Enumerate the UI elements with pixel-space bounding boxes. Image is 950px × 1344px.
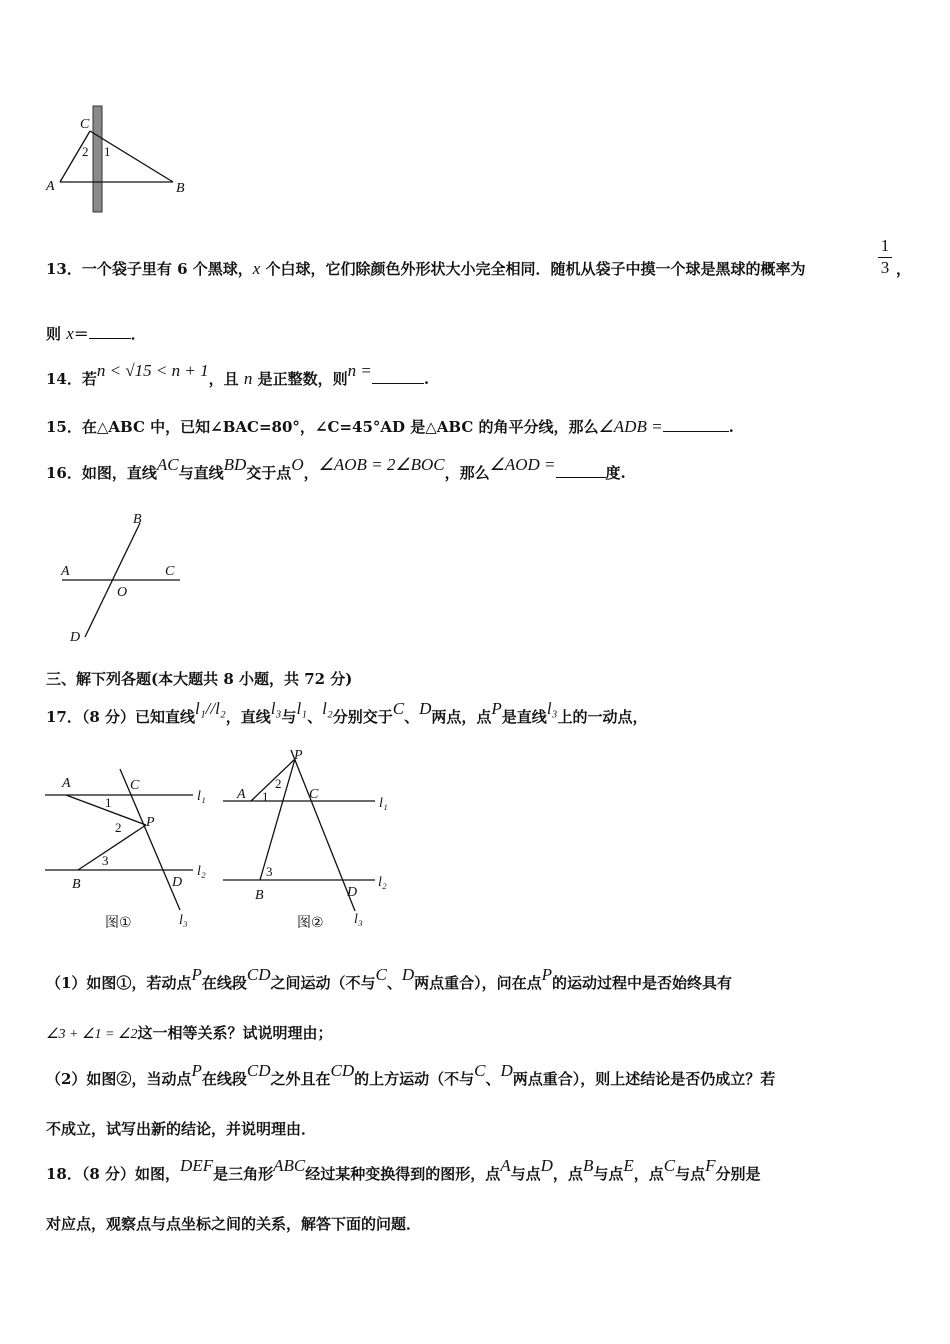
q17-lead: 17．（8 分）已知直线 [46,708,196,726]
figure-q12 [40,100,200,220]
label-p: P [146,815,155,830]
q17-1-b: 在线段 [201,974,247,992]
q17-2-cc: C [474,1061,486,1080]
q15-answer-blank[interactable] [663,417,729,432]
q13-line2-var: x [66,324,74,343]
q16-t4: ，那么 [444,464,490,482]
q17-2-a: （2）如图②，当动点 [46,1070,192,1088]
q17-c: C [392,699,405,718]
label-angle-1: 1 [104,144,111,159]
q17-2-c: 之外且在 [270,1070,331,1088]
q17-1-line2-text: 这一相等关系？试说明理由； [137,1024,333,1042]
q18-point-c: C [663,1156,676,1175]
caption-fig-1: 图① [105,915,132,931]
q18-point-a: A [500,1156,511,1175]
label-l1: l₁ [197,789,206,804]
label-a: A [62,776,71,791]
q17-t2: 与 [281,708,297,726]
q17-1-c: 之间运动（不与 [270,974,376,992]
q17-1-cc: C [375,965,387,984]
q17-t5: 、 [404,708,420,726]
question-17-part-2 [46,1061,776,1089]
label-d: D [347,885,358,900]
label-b: B [72,877,81,892]
q17-2-b: 在线段 [201,1070,247,1088]
q18-def: DEF [180,1156,214,1175]
label-b: B [176,181,185,196]
q15-text: 15．在△ABC 中，已知∠BAC=80°，∠C=45°AD 是△ABC 的角平分线，那么 [46,418,599,436]
label-a: A [237,787,246,802]
q13-answer-blank[interactable] [89,324,131,339]
label-b: B [255,888,264,903]
q17-2-dd: D [500,1061,513,1080]
q17-2-p: P [191,1061,202,1080]
q17-1-f: 的运动过程中是否始终具有 [552,974,733,992]
q17-1-a: （1）如图①，若动点 [46,974,192,992]
question-13-line2 [46,323,146,344]
q18-f: 与点 [593,1165,624,1183]
label-a: A [46,179,55,194]
q13-then: 则 [46,325,67,343]
label-o: O [117,585,128,600]
q17-t3: 、 [307,708,323,726]
label-l2: l₂ [378,875,387,890]
q16-bd: BD [223,455,247,474]
segment-bp [78,825,146,870]
question-18 [46,1156,761,1184]
label-c: C [309,787,319,802]
q17-1-dd: D [401,965,415,984]
label-angle-3: 3 [266,864,273,879]
q18-i: 分别是 [715,1165,761,1183]
q18-a: 18．（8 分）如图， [46,1165,181,1183]
q13-equals: ＝ [73,325,89,343]
q18-c: 经过某种变换得到的图形，点 [305,1165,501,1183]
q17-t1: ，直线 [225,708,271,726]
label-angle-2: 2 [275,776,282,791]
q17-1-expr: ∠3 + ∠1 = ∠2 [46,1027,138,1042]
q17-t8: 上的一动点， [557,708,648,726]
q13-frac-den: 3 [878,257,892,278]
vertical-bar [93,106,102,212]
line-l3 [120,769,183,910]
q18-point-f: F [705,1156,716,1175]
q14-answer-blank[interactable] [372,369,424,384]
q13-fraction [878,236,892,278]
q16-ac: AC [156,455,179,474]
q17-2-e: 、 [485,1070,501,1088]
q17-l2: l₂ [322,699,333,718]
question-17-part-1 [46,965,733,993]
q13-end: ， [896,260,912,278]
q14-mid2: 是正整数，则 [252,370,348,388]
q13-var: x [252,259,261,278]
label-d: D [172,875,183,890]
q16-t1: 与直线 [178,464,224,482]
figure-q16 [55,505,195,650]
label-c: C [130,778,140,793]
q17-l1: l₁ [296,699,308,718]
label-l2: l₂ [197,864,206,879]
q17-1-p2: P [541,965,553,984]
q16-end: 度. [605,464,626,482]
label-angle-2: 2 [115,820,122,835]
label-angle-1: 1 [105,795,112,810]
q17-1-e: 两点重合），问在点 [414,974,542,992]
q16-o: O [291,455,304,474]
q14-expr: n < √15 < n + 1 [96,361,209,380]
q14-expr2: n = [347,361,372,380]
figure-q17-2 [215,745,400,935]
label-a: A [61,564,70,579]
q13-mid: 个白球，它们除颜色外形状大小完全相同．随机从袋子中摸一个球是黑球的概率为 [260,260,806,278]
q16-answer-blank[interactable] [556,463,606,478]
q16-expr2: ∠AOD = [489,455,556,474]
q13-lead: 13．一个袋子里有 6 个黑球， [46,260,253,278]
q17-1-p: P [191,965,202,984]
figure-q17-1 [40,765,220,935]
q16-t3: ， [303,464,319,482]
q18-h: 与点 [675,1165,706,1183]
q17-l1l2: l₁//l₂ [195,699,226,718]
label-angle-2: 2 [82,144,89,159]
q18-point-d: D [540,1156,553,1175]
question-17 [46,699,648,727]
question-13 [46,258,806,279]
section-3-heading: 三、解下列各题(本大题共 8 小题，共 72 分) [46,670,353,688]
q16-lead: 16．如图，直线 [46,464,157,482]
label-c: C [165,564,175,579]
q17-l3: l₃ [270,699,282,718]
q13-frac-num: 1 [880,236,890,255]
caption-fig-2: 图② [297,915,324,931]
q18-b: 是三角形 [213,1165,274,1183]
label-d: D [70,630,81,645]
q17-2-cd: CD [246,1061,271,1080]
q17-1-d: 、 [386,974,402,992]
q13-period: ． [130,325,146,343]
question-15 [46,416,734,437]
label-l3: l₃ [354,912,363,927]
q14-lead: 14．若 [46,370,97,388]
q18-abc: ABC [273,1156,306,1175]
q17-l3b: l₃ [546,699,558,718]
question-14 [46,361,430,389]
q15-expr: ∠ADB = [598,417,663,436]
q14-mid: ，且 [208,370,244,388]
line-l3 [291,750,358,911]
question-17-part-2-line2: 不成立，试写出新的结论，并说明理由． [46,1120,317,1138]
q14-end: . [423,370,430,388]
q18-point-e: E [623,1156,634,1175]
q16-expr: ∠AOB = 2∠BOC [318,455,445,474]
q14-var: n [243,369,253,388]
q17-2-d: 的上方运动（不与 [354,1070,475,1088]
q17-2-f: 两点重合），则上述结论是否仍成立？若 [512,1070,776,1088]
q17-t7: 是直线 [501,708,547,726]
question-18-line2: 对应点，观察点与点坐标之间的关系，解答下面的问题． [46,1215,422,1233]
label-l1: l₁ [379,796,388,811]
question-17-part-1-line2 [46,1022,333,1043]
q17-p: P [491,699,502,718]
label-b: B [133,512,142,527]
q17-2-cd2: CD [330,1061,355,1080]
q16-t2: 交于点 [246,464,292,482]
q18-g: ，点 [633,1165,664,1183]
question-16 [46,455,626,483]
q18-e: ，点 [552,1165,583,1183]
q18-point-b: B [582,1156,594,1175]
label-angle-3: 3 [102,853,109,868]
label-c: C [80,117,90,132]
label-p: P [294,748,303,763]
label-angle-1: 1 [262,789,269,804]
q15-end: . [728,418,734,436]
label-l3: l₃ [179,913,188,928]
q17-t6: 两点，点 [431,708,492,726]
q17-t4: 分别交于 [332,708,393,726]
q18-d: 与点 [510,1165,541,1183]
q17-d: D [419,699,432,718]
q17-1-cd: CD [246,965,271,984]
